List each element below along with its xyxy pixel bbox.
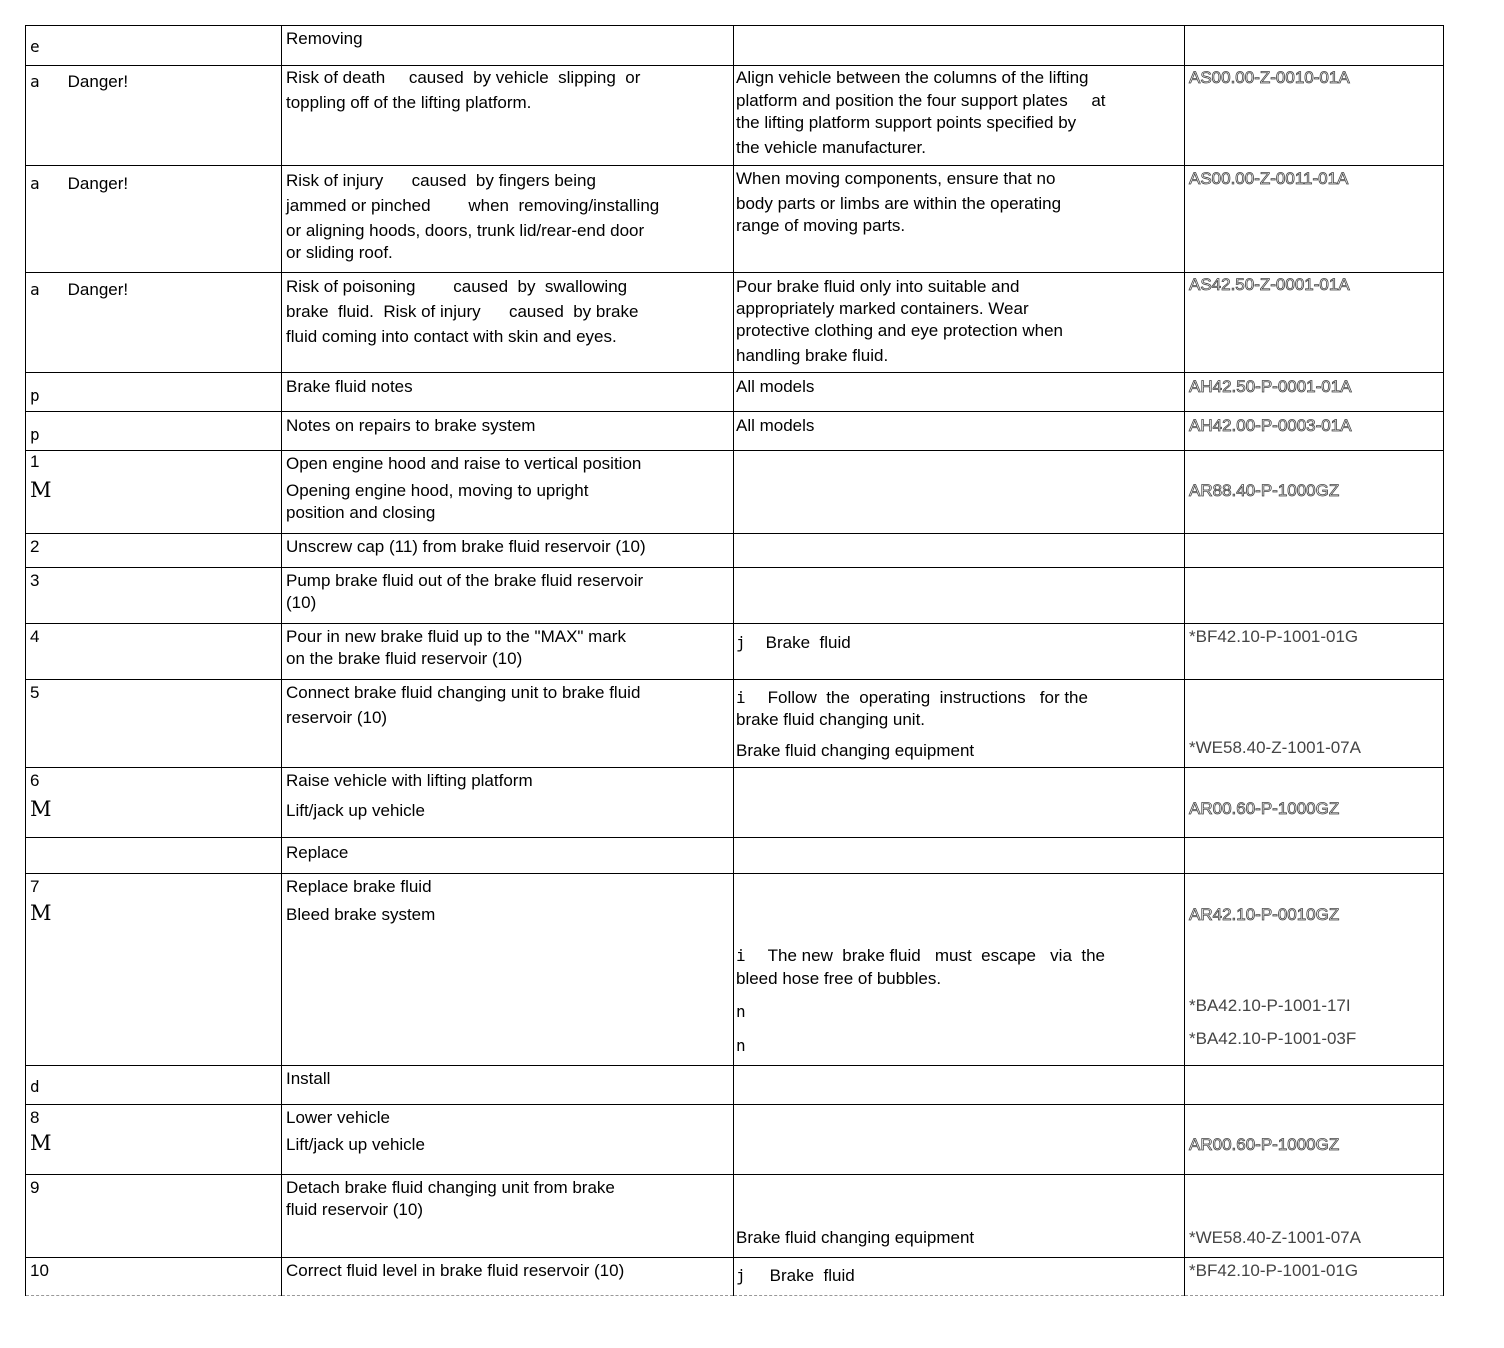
risk-text-line: Risk of death caused by vehicle slipping or	[286, 68, 641, 87]
step-number: 1	[30, 452, 40, 471]
info-symbol: i	[736, 688, 746, 707]
note-symbol: p	[30, 386, 40, 405]
manual-reference-icon: M	[30, 1131, 52, 1155]
step-text: Open engine hood and raise to vertical position	[286, 454, 642, 473]
sub-step-text: Lift/jack up vehicle	[286, 1135, 425, 1154]
step-row	[26, 1105, 1444, 1175]
material-name: Brake fluid	[765, 633, 851, 652]
step-text: Replace brake fluid	[286, 877, 432, 896]
sub-step-text: Lift/jack up vehicle	[286, 801, 425, 820]
risk-text-line: or sliding roof.	[286, 243, 393, 262]
step-number: 5	[30, 683, 40, 702]
info-text-line: brake fluid changing unit.	[736, 710, 926, 729]
step-row	[26, 1175, 1444, 1258]
specification-link[interactable]: *BA42.10-P-1001-03F	[1189, 1029, 1357, 1048]
danger-symbol: a	[30, 174, 40, 193]
step-text: Raise vehicle with lifting platform	[286, 771, 533, 790]
measure-text-line: platform and position the four support plates at	[736, 91, 1106, 110]
step-text: Connect brake fluid changing unit to brake fluid	[286, 683, 641, 702]
equipment-name: Brake fluid changing equipment	[736, 741, 975, 760]
danger-row	[26, 273, 1444, 373]
step-number: 9	[30, 1178, 40, 1197]
note-symbol: p	[30, 425, 40, 444]
step-row	[26, 451, 1444, 534]
step-text: (10)	[286, 593, 317, 612]
danger-symbol: a	[30, 72, 40, 91]
material-symbol: j	[736, 1266, 746, 1285]
danger-label: Danger!	[67, 174, 129, 193]
danger-row	[26, 166, 1444, 273]
document-reference-link[interactable]: AR88.40-P-1000GZ	[1189, 481, 1340, 500]
info-symbol: i	[736, 946, 746, 965]
danger-label: Danger!	[67, 72, 129, 91]
section-install-row	[26, 1066, 1444, 1105]
measure-text-line: When moving components, ensure that no	[736, 169, 1056, 188]
step-number: 2	[30, 537, 40, 556]
material-name: Brake fluid	[769, 1266, 855, 1285]
info-text-line: bleed hose free of bubbles.	[736, 969, 942, 988]
sub-step-text: Bleed brake system	[286, 905, 436, 924]
note-models: All models	[736, 377, 815, 396]
step-text: Lower vehicle	[286, 1108, 390, 1127]
step-row	[26, 534, 1444, 568]
section-title-install: Install	[286, 1069, 331, 1088]
step-text: Correct fluid level in brake fluid reservoir (10)	[286, 1261, 625, 1280]
step-text: Pour in new brake fluid up to the "MAX" mark	[286, 627, 626, 646]
risk-text-line: fluid coming into contact with skin and eyes.	[286, 327, 617, 346]
step-number: 3	[30, 571, 40, 590]
note-row	[26, 373, 1444, 412]
document-reference-link[interactable]: AS42.50-Z-0001-01A	[1189, 275, 1350, 294]
step-row	[26, 1258, 1444, 1296]
danger-symbol: a	[30, 280, 40, 299]
document-reference-link[interactable]: AS00.00-Z-0011-01A	[1189, 169, 1349, 188]
risk-text-line: Risk of injury caused by fingers being	[286, 171, 596, 190]
step-number: 8	[30, 1108, 40, 1127]
manual-reference-icon: M	[30, 901, 52, 925]
manual-reference-icon: M	[30, 478, 52, 502]
equipment-reference-link[interactable]: *WE58.40-Z-1001-07A	[1189, 738, 1361, 757]
install-symbol: d	[30, 1077, 40, 1096]
step-row	[26, 874, 1444, 1066]
specification-link[interactable]: *BF42.10-P-1001-01G	[1189, 627, 1359, 646]
step-row	[26, 680, 1444, 768]
step-text: Detach brake fluid changing unit from brake	[286, 1178, 615, 1197]
measure-text-line: Pour brake fluid only into suitable and	[736, 277, 1020, 296]
removing-symbol: e	[30, 37, 40, 56]
danger-row	[26, 66, 1444, 166]
measure-text-line: the vehicle manufacturer.	[736, 138, 926, 157]
note-title: Brake fluid notes	[286, 377, 413, 396]
step-row	[26, 624, 1444, 680]
sub-step-text: Opening engine hood, moving to upright	[286, 481, 589, 500]
document-reference-link[interactable]: AS00.00-Z-0010-01A	[1189, 68, 1350, 87]
section-title-replace: Replace	[286, 843, 349, 862]
document-reference-link[interactable]: AR00.60-P-1000GZ	[1189, 799, 1340, 818]
risk-text-line: brake fluid. Risk of injury caused by brake	[286, 302, 639, 321]
note-row	[26, 412, 1444, 451]
specification-link[interactable]: *BF42.10-P-1001-01G	[1189, 1261, 1359, 1280]
manual-reference-icon: M	[30, 797, 52, 821]
step-row	[26, 568, 1444, 624]
procedure-sheet	[25, 25, 1443, 1296]
risk-text-line: toppling off of the lifting platform.	[286, 93, 532, 112]
step-text: Pump brake fluid out of the brake fluid reservoir	[286, 571, 644, 590]
measure-text-line: body parts or limbs are within the operating	[736, 194, 1062, 213]
measure-text-line: appropriately marked containers. Wear	[736, 299, 1029, 318]
equipment-reference-link[interactable]: *WE58.40-Z-1001-07A	[1189, 1228, 1361, 1247]
document-reference-link[interactable]: AH42.00-P-0003-01A	[1189, 416, 1352, 435]
risk-text-line: or aligning hoods, doors, trunk lid/rear-end door	[286, 221, 645, 240]
document-reference-link[interactable]: AR42.10-P-0010GZ	[1189, 905, 1340, 924]
specification-link[interactable]: *BA42.10-P-1001-17I	[1189, 996, 1351, 1015]
document-reference-link[interactable]: AH42.50-P-0001-01A	[1189, 377, 1352, 396]
step-number: 6	[30, 771, 40, 790]
danger-label: Danger!	[67, 280, 129, 299]
note-title: Notes on repairs to brake system	[286, 416, 536, 435]
note-symbol: n	[736, 1002, 746, 1021]
step-text: reservoir (10)	[286, 708, 388, 727]
step-number: 7	[30, 877, 40, 896]
measure-text-line: Align vehicle between the columns of the lifting	[736, 68, 1089, 87]
material-symbol: j	[736, 633, 746, 652]
step-number: 10	[30, 1261, 49, 1280]
risk-text-line: jammed or pinched when removing/installing	[286, 196, 660, 215]
step-text: on the brake fluid reservoir (10)	[286, 649, 523, 668]
equipment-name: Brake fluid changing equipment	[736, 1228, 975, 1247]
risk-text-line: Risk of poisoning caused by swallowing	[286, 277, 628, 296]
note-models: All models	[736, 416, 815, 435]
measure-text-line: the lifting platform support points specified by	[736, 113, 1077, 132]
measure-text-line: handling brake fluid.	[736, 346, 889, 365]
step-row	[26, 768, 1444, 838]
section-replace-row	[26, 838, 1444, 874]
section-title-removing: Removing	[286, 29, 363, 48]
document-reference-link[interactable]: AR00.60-P-1000GZ	[1189, 1135, 1340, 1154]
step-text: fluid reservoir (10)	[286, 1200, 423, 1219]
section-removing-row	[26, 26, 1444, 66]
procedure-table	[25, 25, 1444, 1296]
measure-text-line: protective clothing and eye protection when	[736, 321, 1063, 340]
measure-text-line: range of moving parts.	[736, 216, 906, 235]
step-text: Unscrew cap (11) from brake fluid reservoir (10)	[286, 537, 646, 556]
info-text-line: The new brake fluid must escape via the	[767, 946, 1105, 965]
step-number: 4	[30, 627, 40, 646]
note-symbol: n	[736, 1036, 746, 1055]
sub-step-text: position and closing	[286, 503, 436, 522]
info-text-line: Follow the operating instructions for the	[767, 688, 1088, 707]
